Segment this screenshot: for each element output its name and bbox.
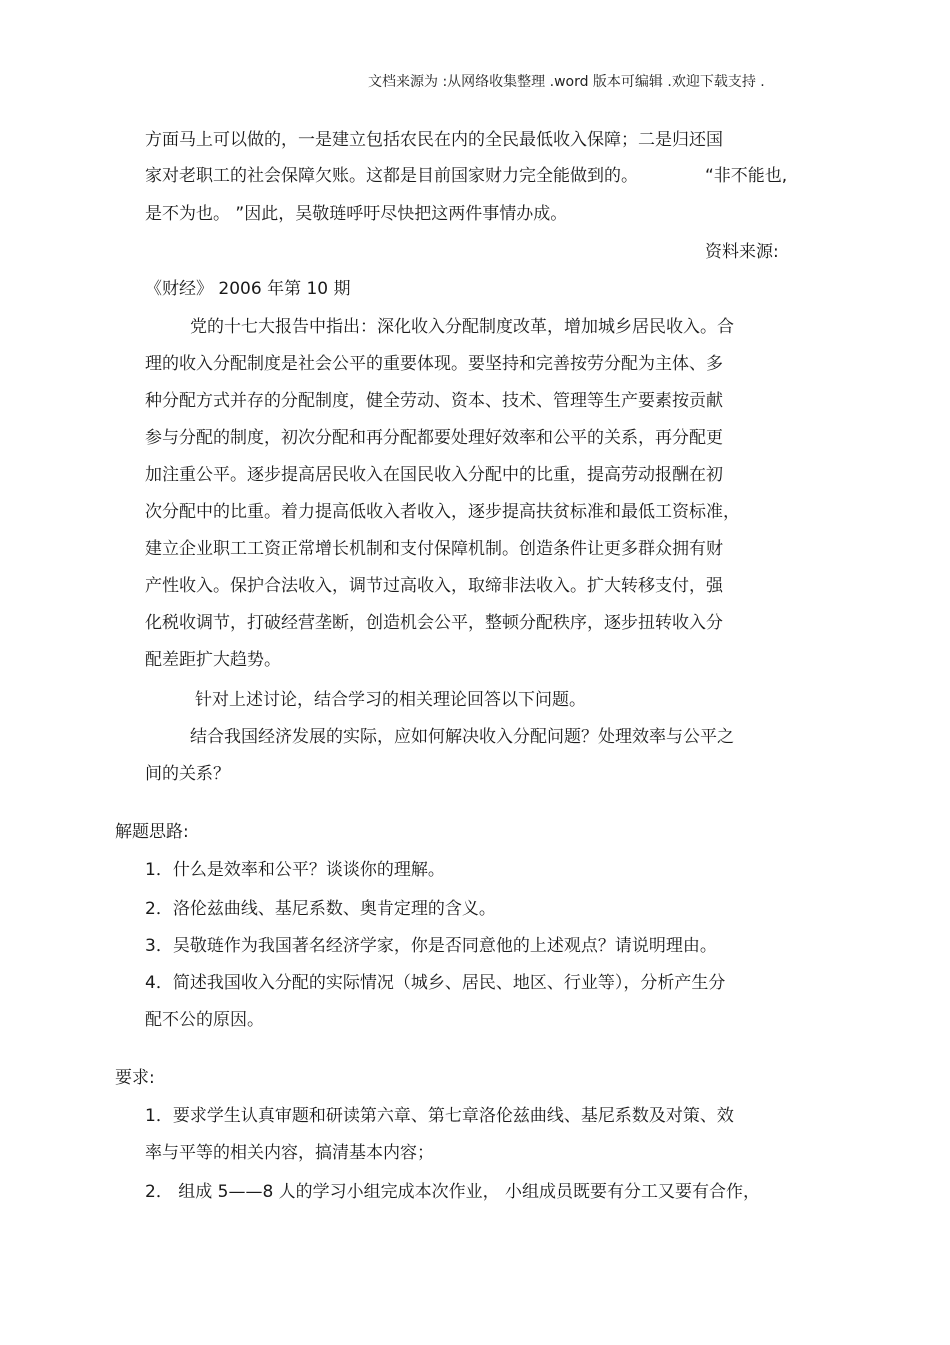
report-line: 种分配方式并存的分配制度，健全劳动、资本、技术、管理等生产要素按贡献 bbox=[145, 391, 723, 411]
intro-line-2: 家对老职工的社会保障欠账。这都是目前国家财力完全能做到的。 bbox=[145, 166, 638, 186]
intro-quote: “非不能也, bbox=[705, 166, 788, 186]
report-line: 配差距扩大趋势。 bbox=[145, 650, 281, 670]
hint-item: 配不公的原因。 bbox=[145, 1010, 264, 1030]
source-citation: 《财经》 2006 年第 10 期 bbox=[145, 279, 351, 299]
report-line: 理的收入分配制度是社会公平的重要体现。要坚持和完善按劳分配为主体、多 bbox=[145, 354, 723, 374]
requirement-item: 2． 组成 5——8 人的学习小组完成本次作业， 小组成员既要有分工又要有合作， bbox=[145, 1182, 761, 1202]
requirements-title: 要求: bbox=[115, 1068, 155, 1088]
hint-item: 1．什么是效率和公平？谈谈你的理解。 bbox=[145, 860, 445, 880]
report-line: 加注重公平。逐步提高居民收入在国民收入分配中的比重，提高劳动报酬在初 bbox=[145, 465, 723, 485]
intro-line-1: 方面马上可以做的，一是建立包括农民在内的全民最低收入保障；二是归还国 bbox=[145, 130, 723, 150]
report-line: 建立企业职工工资正常增长机制和支付保障机制。创造条件让更多群众拥有财 bbox=[145, 539, 723, 559]
report-line: 产性收入。保护合法收入，调节过高收入，取缔非法收入。扩大转移支付，强 bbox=[145, 576, 723, 596]
report-line: 参与分配的制度，初次分配和再分配都要处理好效率和公平的关系，再分配更 bbox=[145, 428, 723, 448]
intro-line-3: 是不为也。 ”因此，吴敬琏呼吁尽快把这两件事情办成。 bbox=[145, 204, 568, 224]
report-line: 党的十七大报告中指出：深化收入分配制度改革，增加城乡居民收入。合 bbox=[190, 317, 734, 337]
requirement-item: 率与平等的相关内容，搞清基本内容； bbox=[145, 1143, 434, 1163]
report-line: 次分配中的比重。着力提高低收入者收入，逐步提高扶贫标准和最低工资标准， bbox=[145, 502, 740, 522]
hints-title: 解题思路: bbox=[115, 822, 189, 842]
hint-item: 3．吴敬琏作为我国著名经济学家，你是否同意他的上述观点？请说明理由。 bbox=[145, 936, 717, 956]
discussion-prompt: 针对上述讨论，结合学习的相关理论回答以下问题。 bbox=[195, 690, 586, 710]
report-line: 化税收调节，打破经营垄断，创造机会公平，整顿分配秩序，逐步扭转收入分 bbox=[145, 613, 723, 633]
question-line-2: 间的关系？ bbox=[145, 764, 230, 784]
hint-item: 2．洛伦兹曲线、基尼系数、奥肯定理的含义。 bbox=[145, 899, 496, 919]
page-header: 文档来源为 :从网络收集整理 .word 版本可编辑 .欢迎下载支持 . bbox=[368, 74, 765, 90]
hint-item: 4．简述我国收入分配的实际情况（城乡、居民、地区、行业等），分析产生分 bbox=[145, 973, 726, 993]
source-label: 资料来源: bbox=[705, 242, 779, 262]
requirement-item: 1．要求学生认真审题和研读第六章、第七章洛伦兹曲线、基尼系数及对策、效 bbox=[145, 1106, 734, 1126]
question-line-1: 结合我国经济发展的实际，应如何解决收入分配问题？处理效率与公平之 bbox=[190, 727, 734, 747]
